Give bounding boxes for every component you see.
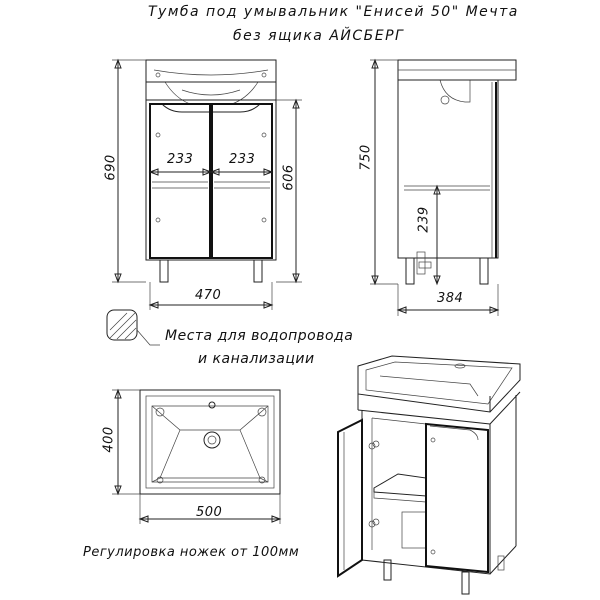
- iso-shelf: [374, 474, 426, 496]
- title-line-2: без ящика АЙСБЕРГ: [233, 28, 405, 44]
- front-leg-left: [160, 260, 168, 282]
- iso-door-right: [426, 424, 488, 572]
- side-shelf-height-label: 239: [416, 206, 432, 233]
- iso-leg-front-right: [462, 572, 469, 594]
- top-width-label: 500: [196, 505, 223, 520]
- side-view: [370, 60, 516, 316]
- front-door-right: [212, 104, 272, 258]
- side-depth-label: 384: [437, 291, 464, 306]
- top-depth-label: 400: [101, 426, 117, 453]
- front-height-total-label: 690: [103, 154, 119, 181]
- side-height-total-label: 750: [358, 144, 374, 171]
- side-leg-back: [480, 258, 488, 284]
- faucet-hole: [209, 402, 215, 408]
- iso-door-left: [338, 420, 362, 576]
- hatched-area-symbol: [107, 310, 137, 340]
- top-view: [112, 390, 280, 524]
- top-sink-outline: [140, 390, 280, 494]
- door-width-right-label: 233: [229, 152, 256, 167]
- front-view: [112, 60, 302, 310]
- legend-line-1: Места для водопровода: [165, 328, 354, 344]
- front-sink: [146, 60, 276, 82]
- title-line-1: Тумба под умывальник "Енисей 50" Мечта: [148, 4, 519, 20]
- door-width-left-label: 233: [167, 152, 194, 167]
- legend-line-2: и канализации: [198, 351, 315, 367]
- drain-hole: [204, 432, 220, 448]
- front-door-left: [150, 104, 210, 258]
- front-height-body-label: 606: [281, 164, 297, 191]
- side-cabinet-body: [398, 80, 498, 258]
- front-width-label: 470: [195, 288, 222, 303]
- front-leg-right: [254, 260, 262, 282]
- side-leg-front: [406, 258, 414, 284]
- leg-adjustment-note: Регулировка ножек от 100мм: [83, 545, 300, 560]
- isometric-view: [338, 356, 520, 594]
- legend: [107, 310, 160, 345]
